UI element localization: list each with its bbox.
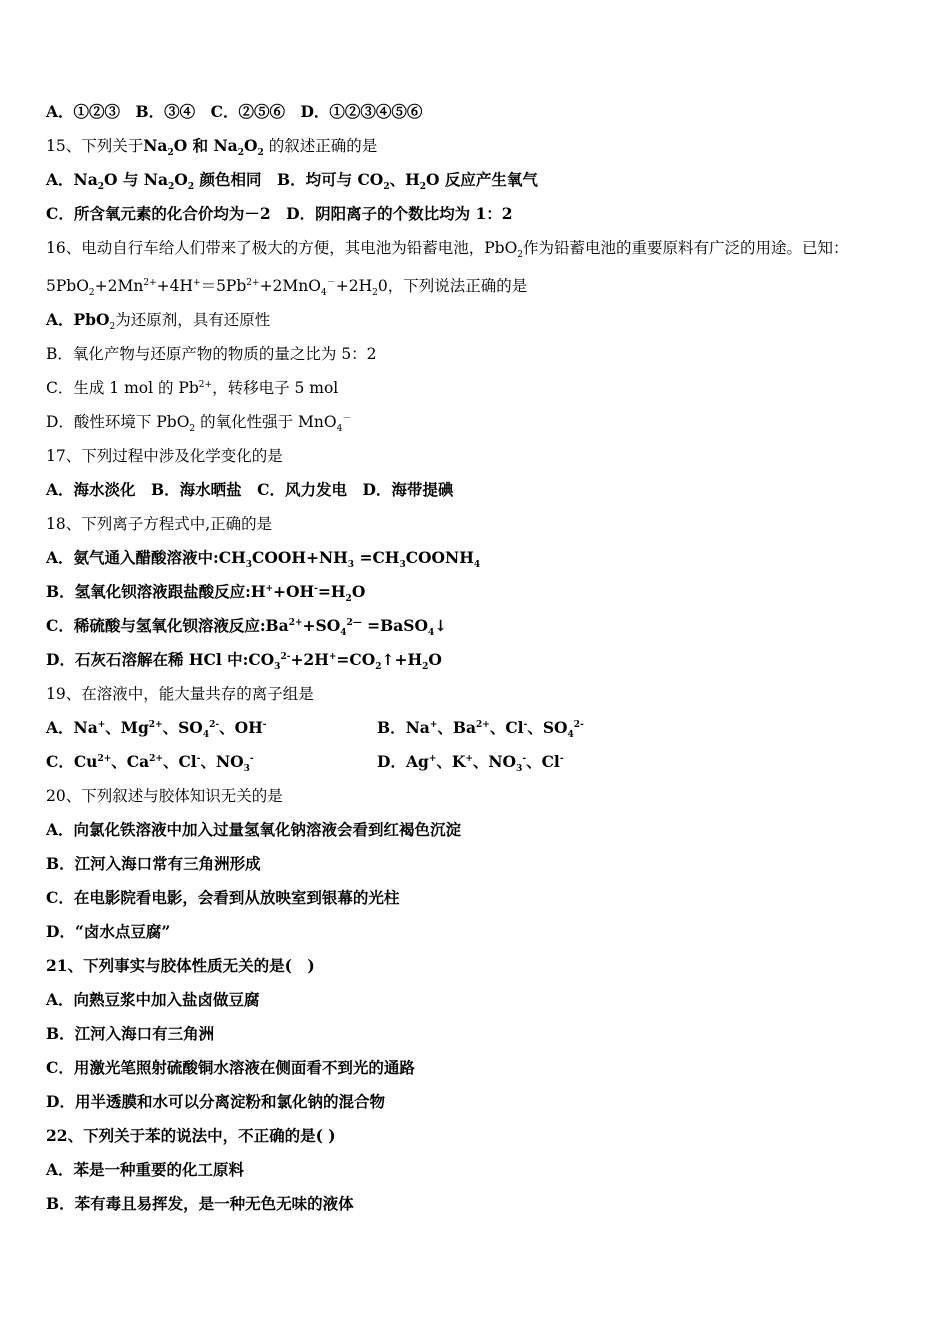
q18-option-a: A．氨气通入醋酸溶液中$:CH_3COOH+NH_3$ $=CH_3COONH_4$ bbox=[46, 548, 481, 571]
q18-option-b: B．氢氧化钡溶液跟盐酸反应$:H^++OH^-=H_2O$ bbox=[46, 582, 366, 605]
q15-stem: 15、下列关于$Na_2O$ 和 $Na_2O_2$ 的叙述正确的是 bbox=[46, 136, 378, 159]
q20-option-a: A．向氯化铁溶液中加入过量氢氧化钠溶液会看到红褐色沉淀 bbox=[46, 820, 462, 839]
q18-option-d: D．石灰石溶解在稀 HCl 中$:CO_3^{2-}+2H^+=CO_2↑+H_2O$ bbox=[46, 650, 442, 673]
q20-option-b: B．江河入海口常有三角洲形成 bbox=[46, 854, 261, 873]
q14-options: A．①②③ B．③④ C．②⑤⑥ D．①②③④⑤⑥ bbox=[46, 102, 423, 121]
q21-option-c: C．用激光笔照射硫酸铜水溶液在侧面看不到光的通路 bbox=[46, 1058, 415, 1077]
q19-option-d: D．Ag+、K+、$NO_3^-$、Cl- bbox=[377, 752, 564, 775]
q19-option-c: C．$Cu^{2+}$、$Ca^{2+}$、Cl-、$NO_3^-$ bbox=[46, 752, 254, 775]
q19-options-ab bbox=[46, 718, 267, 741]
q20-option-d: D．“卤水点豆腐” bbox=[46, 922, 171, 941]
q21-option-a: A．向熟豆浆中加入盐卤做豆腐 bbox=[46, 990, 260, 1009]
q21-option-d: D．用半透膜和水可以分离淀粉和氯化钠的混合物 bbox=[46, 1092, 385, 1111]
q22-option-b: B．苯有毒且易挥发，是一种无色无味的液体 bbox=[46, 1194, 354, 1213]
q16-option-a: A．PbO$_2$为还原剂，具有还原性 bbox=[46, 310, 271, 333]
q16-option-b: B．氧化产物与还原产物的物质的量之比为 5：2 bbox=[46, 345, 377, 363]
q15-options-cd: C．所含氧元素的化合价均为－2 D．阴阳离子的个数比均为 1：2 bbox=[46, 204, 513, 223]
q19-stem: 19、在溶液中，能大量共存的离子组是 bbox=[46, 685, 314, 703]
q16-option-c: C．生成 1 mol 的 $Pb^{2+}$，转移电子 5 mol bbox=[46, 379, 339, 397]
q20-option-c: C．在电影院看电影，会看到从放映室到银幕的光柱 bbox=[46, 888, 400, 907]
q22-option-a: A．苯是一种重要的化工原料 bbox=[46, 1160, 245, 1179]
q21-option-b: B．江河入海口有三角洲 bbox=[46, 1024, 215, 1043]
q22-stem: 22、下列关于苯的说法中，不正确的是( ) bbox=[46, 1126, 336, 1145]
q16-stem: 16、电动自行车给人们带来了极大的方便，其电池为铅蓄电池，PbO$_2$作为铅蓄电池的重要原料有广泛的用途。已知： bbox=[46, 239, 849, 261]
q21-stem: 21、下列事实与胶体性质无关的是( ) bbox=[46, 956, 315, 975]
q16-equation: $5PbO_2+2Mn^{2+}+4H^+=5Pb^{2+}+2MnO_4^-+2H_20$，下列说法正确的是 bbox=[46, 277, 528, 299]
q17-options: A．海水淡化 B．海水晒盐 C．风力发电 D．海带提碘 bbox=[46, 480, 454, 499]
q17-stem: 17、下列过程中涉及化学变化的是 bbox=[46, 447, 283, 465]
q15-options-ab: A．$Na_2O$ 与 $Na_2O_2$ 颜色相同 B．均可与 $CO_2$、$H_2O$ 反应产生氧气 bbox=[46, 170, 538, 193]
q19-option-a: A．Na+、$Mg^{2+}$、$SO_4^{2-}$、OH- bbox=[46, 718, 267, 741]
q19-option-b: B．Na+、$Ba^{2+}$、Cl-、$SO_4^{2-}$ bbox=[377, 718, 584, 741]
q18-stem: 18、下列离子方程式中,正确的是 bbox=[46, 515, 273, 533]
q16-option-d: D．酸性环境下 PbO$_2$ 的氧化性强于 MnO$_4$－ bbox=[46, 413, 352, 435]
q18-option-c: C．稀硫酸与氢氧化钡溶液反应$:Ba^{2+}+SO_4^{2—}$ =BaSO$_4$↓ bbox=[46, 616, 448, 639]
q20-stem: 20、下列叙述与胶体知识无关的是 bbox=[46, 787, 283, 805]
